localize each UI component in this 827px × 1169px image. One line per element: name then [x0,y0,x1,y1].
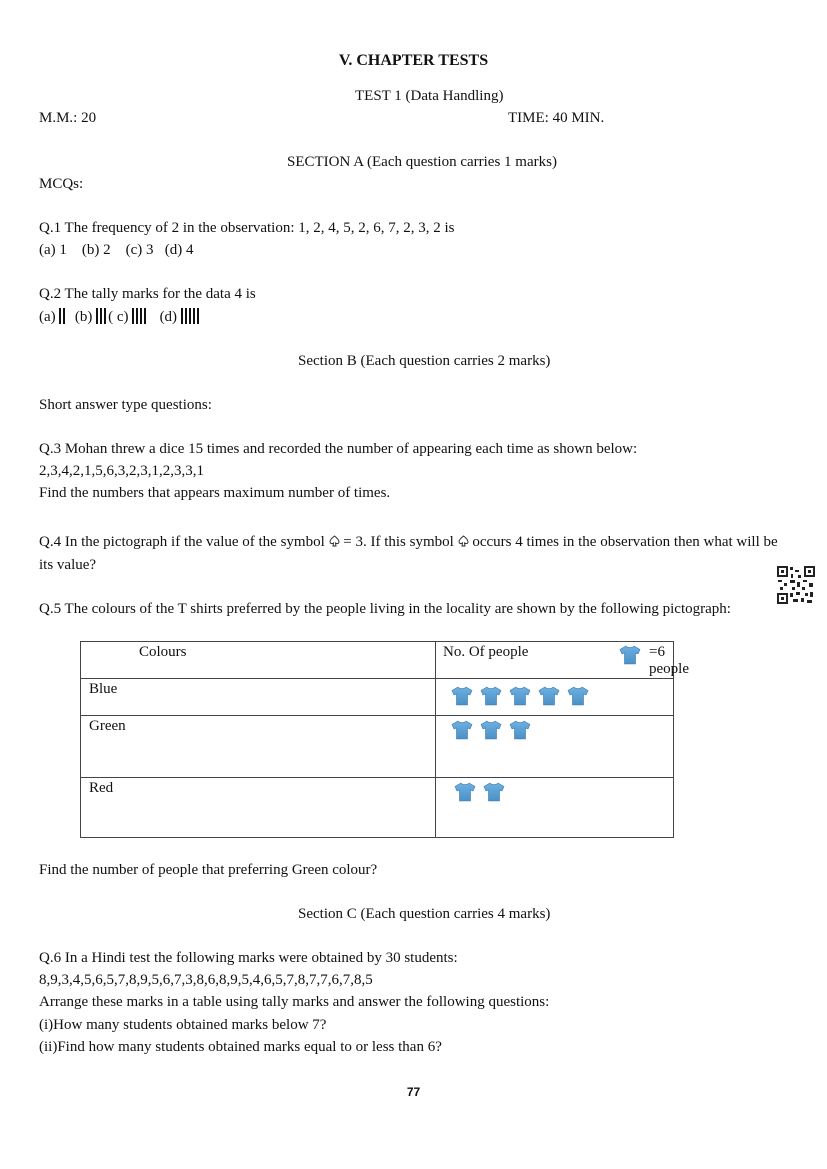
spade-outline-icon [329,534,340,550]
q2-option-d: (d) [159,309,178,325]
q3-ask: Find the numbers that appears maximum number of times. [39,485,391,501]
q1-text: Q.1 The frequency of 2 in the observation: 1, 2, 4, 5, 2, 6, 7, 2, 3, 2 is [39,220,455,236]
people-header-cell [436,642,689,679]
tally-marks [96,308,108,324]
q3-data: 2,3,4,2,1,5,6,3,2,3,1,2,3,3,1 [39,463,204,479]
tally-stroke [104,308,106,324]
q1-options: (a) 1 (b) 2 (c) 3 (d) 4 [39,242,194,258]
tally-stroke [189,308,191,324]
q5-text: Q.5 The colours of the T shirts preferred by the people living in the locality are shown by the following pictograph: [39,601,731,617]
q4-text [39,531,779,577]
tshirt-icon [619,645,641,665]
tshirt-icon [480,686,502,706]
tshirt-icon [454,782,476,802]
test-time: TIME: 40 MIN. [508,110,605,126]
row-label: Blue [81,679,436,716]
tally-marks [59,308,67,324]
tshirt-icon [480,720,502,740]
tally-stroke [59,308,61,324]
tally-stroke [96,308,98,324]
row-label: Green [81,716,436,778]
tshirt-icon [451,686,473,706]
qr-code-icon[interactable] [776,565,816,605]
row-shirts [436,778,674,838]
q2-option-c: ( c) [108,309,129,325]
tally-stroke [144,308,146,324]
tally-stroke [193,308,195,324]
q4-part2: = 3. If this symbol [339,534,458,550]
tshirt-icon [538,686,560,706]
tally-stroke [136,308,138,324]
q2-options [39,308,201,326]
tally-marks [181,308,201,324]
section-a-heading: SECTION A (Each question carries 1 marks) [287,154,557,170]
key-text: =6 people [649,644,689,677]
q4-part1: Q.4 In the pictograph if the value of the symbol [39,534,329,550]
q2-text: Q.2 The tally marks for the data 4 is [39,286,256,302]
q2-option-a: (a) [39,309,56,325]
people-header: No. Of people [443,644,529,660]
pictograph-row [81,716,674,778]
tally-stroke [181,308,183,324]
tally-stroke [132,308,134,324]
q2-option-b: (b) [74,309,93,325]
test-title: TEST 1 (Data Handling) [355,88,504,104]
pictograph-row [81,679,674,716]
colours-header: Colours [81,642,436,679]
q6-sub2: (ii)Find how many students obtained marks equal to or less than 6? [39,1039,442,1055]
tshirt-icon [451,720,473,740]
q6-data: 8,9,3,4,5,6,5,7,8,9,5,6,7,3,8,6,8,9,5,4,6,5,7,8,7,7,6,7,8,5 [39,972,373,988]
q6-instruction: Arrange these marks in a table using tally marks and answer the following questions: [39,994,550,1010]
tshirt-icon [483,782,505,802]
tally-marks [132,308,148,324]
chapter-title: V. CHAPTER TESTS [338,52,489,69]
tshirt-icon [567,686,589,706]
spade-outline-icon [458,534,469,550]
tally-stroke [185,308,187,324]
tally-stroke [197,308,199,324]
section-b-heading: Section B (Each question carries 2 marks) [298,353,551,369]
tshirt-icon [509,720,531,740]
section-c-heading: Section C (Each question carries 4 marks) [298,906,551,922]
row-label: Red [81,778,436,838]
row-shirts [436,679,674,716]
pictograph-header-row [81,642,674,679]
mcq-label: MCQs: [39,176,84,192]
tally-stroke [63,308,65,324]
tally-stroke [140,308,142,324]
page-number: 77 [406,1085,421,1099]
q5-ask: Find the number of people that preferring Green colour? [39,862,378,878]
q4-part3: occurs 4 times in the observation then what will be its value? [39,534,778,573]
row-shirts [436,716,674,778]
q6-sub1: (i)How many students obtained marks below 7? [39,1017,327,1033]
pictograph-table [80,641,689,838]
tally-stroke [100,308,102,324]
q6-text: Q.6 In a Hindi test the following marks were obtained by 30 students: [39,950,458,966]
tshirt-icon [509,686,531,706]
pictograph-row [81,778,674,838]
max-marks: M.M.: 20 [39,110,97,126]
q3-text: Q.3 Mohan threw a dice 15 times and recorded the number of appearing each time as shown below: [39,441,638,457]
short-answer-label: Short answer type questions: [39,397,212,413]
